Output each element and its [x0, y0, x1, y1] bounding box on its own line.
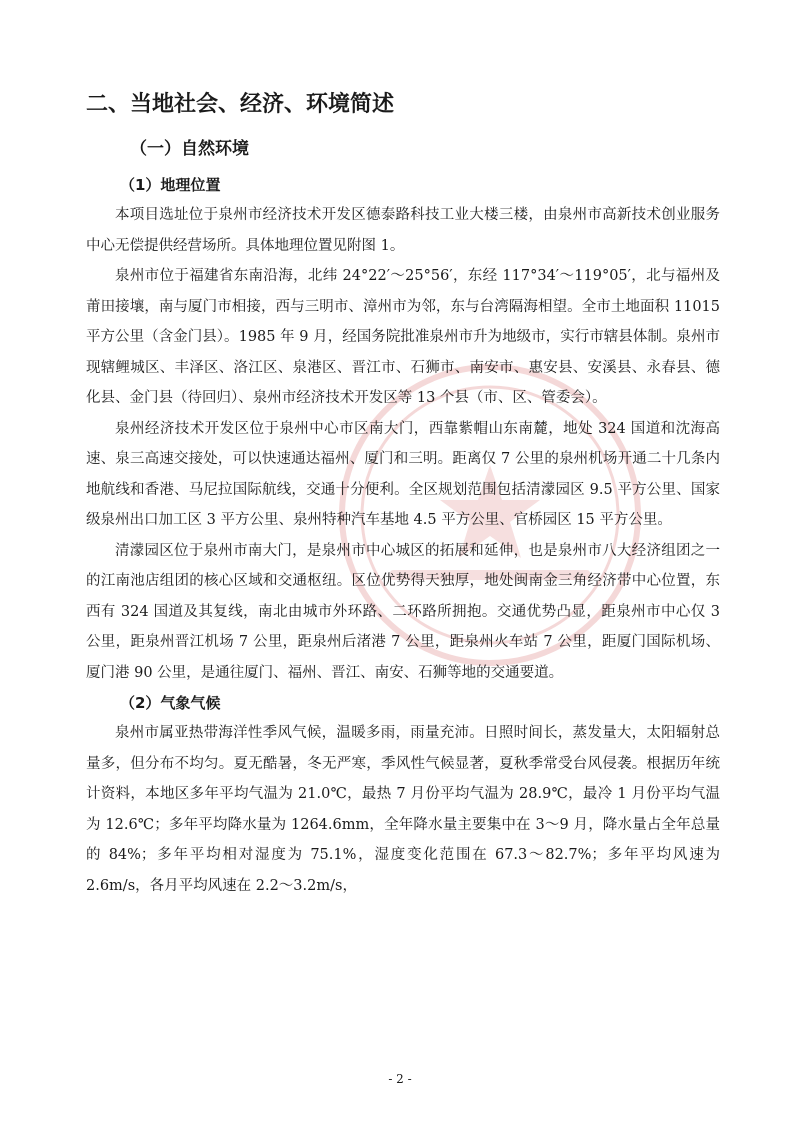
paragraph: 清濛园区位于泉州市南大门，是泉州市中心城区的拓展和延伸，也是泉州市八大经济组团之一的江南池店组团的核心区域和交通枢纽。区位优势得天独厚，地处闽南金三角经济带中心位置，东西有 324 国道及其复线，南北由城市外环路、二环路所拥抱。交通优势凸显，距泉州市中心仅 3 公里，距泉州晋江机场 7 公里，距泉州后渚港 7 公里，距泉州火车站 7 公里，距厦门国际机场、厦门港 90 公里，是通往厦门、福州、晋江、南安、石狮等地的交通要道。: [86, 542, 720, 681]
heading-1: 二、当地社会、经济、环境简述: [86, 92, 395, 117]
paragraph: 泉州市属亚热带海洋性季风气候，温暖多雨，雨量充沛。日照时间长，蒸发量大，太阳辐射总量多，但分布不均匀。夏无酷暑，冬无严寒，季风性气候显著，夏秋季常受台风侵袭。根据历年统计资料，本地区多年平均气温为 21.0℃，最热 7 月份平均气温为 28.9℃，最冷 1 月份平均气温为 12.6℃；多年平均降水量为 1264.6mm，全年降水量主要集中在 3～9 月，降水量占全年总量的 84%；多年平均相对湿度为 75.1%，湿度变化范围在 67.3～82.7%；多年平均风速为 2.6m/s，各月平均风速在 2.2～3.2m/s，: [86, 725, 720, 894]
document-body: [86, 88, 720, 901]
section-heading-climate: （2）气象气候: [120, 694, 221, 712]
paragraph: 泉州市位于福建省东南沿海，北纬 24°22′～25°56′，东经 117°34′～119°05′，北与福州及莆田接壤，南与厦门市相接，西与三明市、漳州市为邻，东与台湾隔海相望。全市土地面积 11015 平方公里（含金门县）。1985 年 9 月，经国务院批准泉州市升为地级市，实行市辖县体制。泉州市现辖鲤城区、丰泽区、洛江区、泉港区、晋江市、石狮市、南安市、惠安县、安溪县、永春县、德化县、金门县（待回归）、泉州市经济技术开发区等 13 个县（市、区、管委会）。: [86, 268, 720, 406]
paragraph: 泉州经济技术开发区位于泉州中心市区南大门，西靠紫帽山东南麓，地处 324 国道和沈海高速、泉三高速交接处，可以快速通达福州、厦门和三明。距离仅 7 公里的泉州机场开通二十几条内地航线和香港、马尼拉国际航线，交通十分便利。全区规划范围包括清濛园区 9.5 平方公里、国家级泉州出口加工区 3 平方公里、泉州特种汽车基地 4.5 平方公里、官桥园区 15 平方公里。: [86, 420, 720, 528]
paragraph: 本项目选址位于泉州市经济技术开发区德泰路科技工业大楼三楼，由泉州市高新技术创业服务中心无偿提供经营场所。具体地理位置见附图 1。: [86, 207, 720, 254]
section-heading-location: （1）地理位置: [120, 176, 221, 194]
page-number: - 2 -: [388, 1072, 412, 1086]
heading-2: （一）自然环境: [130, 139, 249, 159]
